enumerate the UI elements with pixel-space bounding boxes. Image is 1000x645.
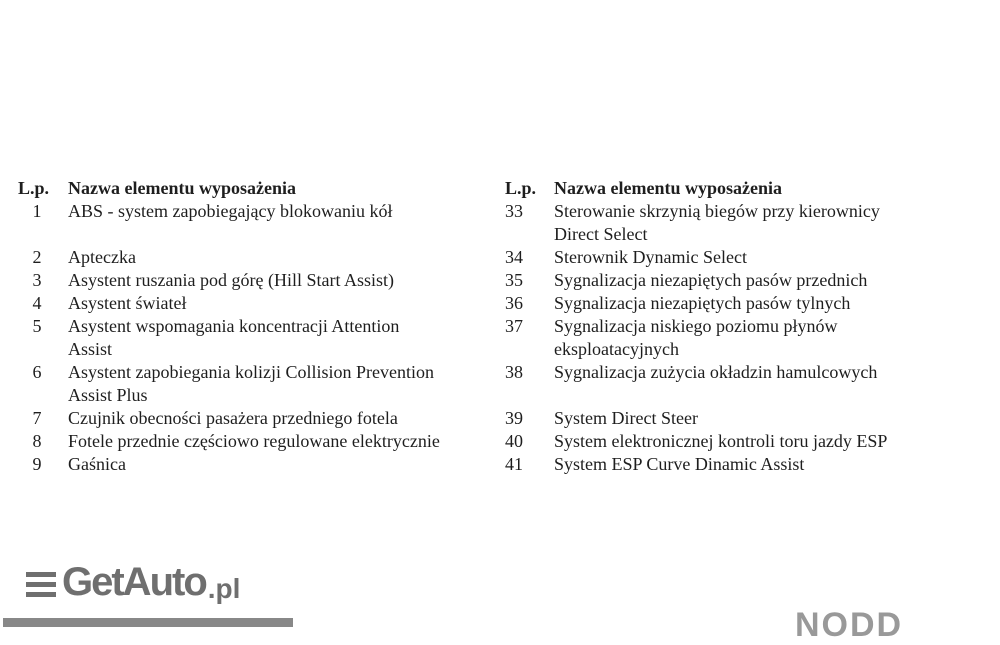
table-row (505, 430, 887, 453)
header-name: Nazwa elementu wyposażenia (68, 178, 296, 198)
item-name (68, 292, 187, 315)
item-name-line: Apteczka (68, 247, 136, 267)
item-name-line: Asystent zapobiegania kolizji Collision Prevention (68, 362, 434, 382)
row-number: 1 (32, 201, 42, 221)
item-name (554, 269, 867, 292)
table-row (505, 315, 887, 361)
equipment-table-right (505, 177, 887, 476)
item-name (554, 200, 880, 246)
row-number: 5 (32, 316, 42, 336)
table-row (18, 246, 440, 269)
row-number: 34 (505, 247, 523, 267)
item-name-line: Sygnalizacja niezapiętych pasów tylnych (554, 293, 851, 313)
table-row (18, 407, 440, 430)
item-name (554, 292, 850, 315)
row-number: 8 (32, 431, 42, 451)
table-row (505, 292, 887, 315)
logo-bars-icon (26, 572, 56, 597)
row-number: 3 (32, 270, 42, 290)
item-name-line: Sygnalizacja zużycia okładzin hamulcowych (554, 362, 878, 382)
row-number: 38 (505, 362, 523, 382)
item-name (68, 361, 434, 407)
item-name (554, 315, 837, 361)
item-name (68, 453, 126, 476)
table-row (18, 315, 440, 361)
item-name (68, 407, 398, 430)
table-row (18, 453, 440, 476)
row-number: 40 (505, 431, 523, 451)
table-row (505, 246, 887, 269)
table-row (505, 361, 887, 407)
item-name-line: System ESP Curve Dinamic Assist (554, 454, 805, 474)
row-number: 7 (32, 408, 42, 428)
row-number: 35 (505, 270, 523, 290)
partial-dealer-logo: NODD (795, 606, 904, 644)
logo-underline (3, 618, 293, 627)
item-name-line: Asystent świateł (68, 293, 187, 313)
item-name-line: Direct Select (554, 224, 648, 244)
row-number: 2 (32, 247, 42, 267)
row-number: 36 (505, 293, 523, 313)
item-name-line: Assist (68, 339, 113, 359)
table-row (18, 430, 440, 453)
row-number: 33 (505, 201, 523, 221)
item-name-line: Gaśnica (68, 454, 126, 474)
item-name (68, 246, 136, 269)
table-row (505, 200, 887, 246)
item-name-line: Sterowanie skrzynią biegów przy kierownicy (554, 201, 880, 221)
row-number: 4 (32, 293, 42, 313)
item-name-line: Asystent ruszania pod górę (Hill Start Assist) (68, 270, 394, 290)
item-name-line: ABS - system zapobiegający blokowaniu kół (68, 201, 393, 221)
getauto-logo: GetAuto .pl (26, 560, 240, 605)
item-name-line (554, 384, 877, 407)
equipment-table-left (18, 177, 440, 476)
item-name (68, 269, 394, 292)
item-name-line: Sygnalizacja niskiego poziomu płynów (554, 316, 838, 336)
item-name (554, 407, 698, 430)
item-name-line: Asystent wspomagania koncentracji Attention (68, 316, 400, 336)
item-name-line: Czujnik obecności pasażera przedniego fotela (68, 408, 398, 428)
item-name-line: Sygnalizacja niezapiętych pasów przednich (554, 270, 868, 290)
table-header (18, 177, 440, 200)
row-number: 39 (505, 408, 523, 428)
item-name (554, 361, 877, 407)
header-lp: L.p. (505, 178, 537, 198)
item-name-line: System elektronicznej kontroli toru jazdy ESP (554, 431, 888, 451)
header-lp: L.p. (18, 178, 50, 198)
row-number: 37 (505, 316, 523, 336)
table-row (505, 453, 887, 476)
table-row (505, 269, 887, 292)
table-row (18, 361, 440, 407)
header-name: Nazwa elementu wyposażenia (554, 178, 782, 198)
table-row (18, 292, 440, 315)
item-name (554, 430, 887, 453)
item-name (68, 200, 392, 246)
item-name-line (68, 223, 392, 246)
table-row (18, 200, 440, 246)
item-name-line: Assist Plus (68, 385, 148, 405)
table-row (505, 407, 887, 430)
item-name (554, 453, 804, 476)
item-name-line: Sterownik Dynamic Select (554, 247, 747, 267)
item-name (68, 430, 440, 453)
table-row (18, 269, 440, 292)
item-name (68, 315, 399, 361)
table-header (505, 177, 887, 200)
row-number: 41 (505, 454, 523, 474)
item-name-line: eksploatacyjnych (554, 339, 679, 359)
item-name-line: System Direct Steer (554, 408, 698, 428)
item-name (554, 246, 747, 269)
row-number: 6 (32, 362, 42, 382)
item-name-line: Fotele przednie częściowo regulowane elektrycznie (68, 431, 440, 451)
row-number: 9 (32, 454, 42, 474)
